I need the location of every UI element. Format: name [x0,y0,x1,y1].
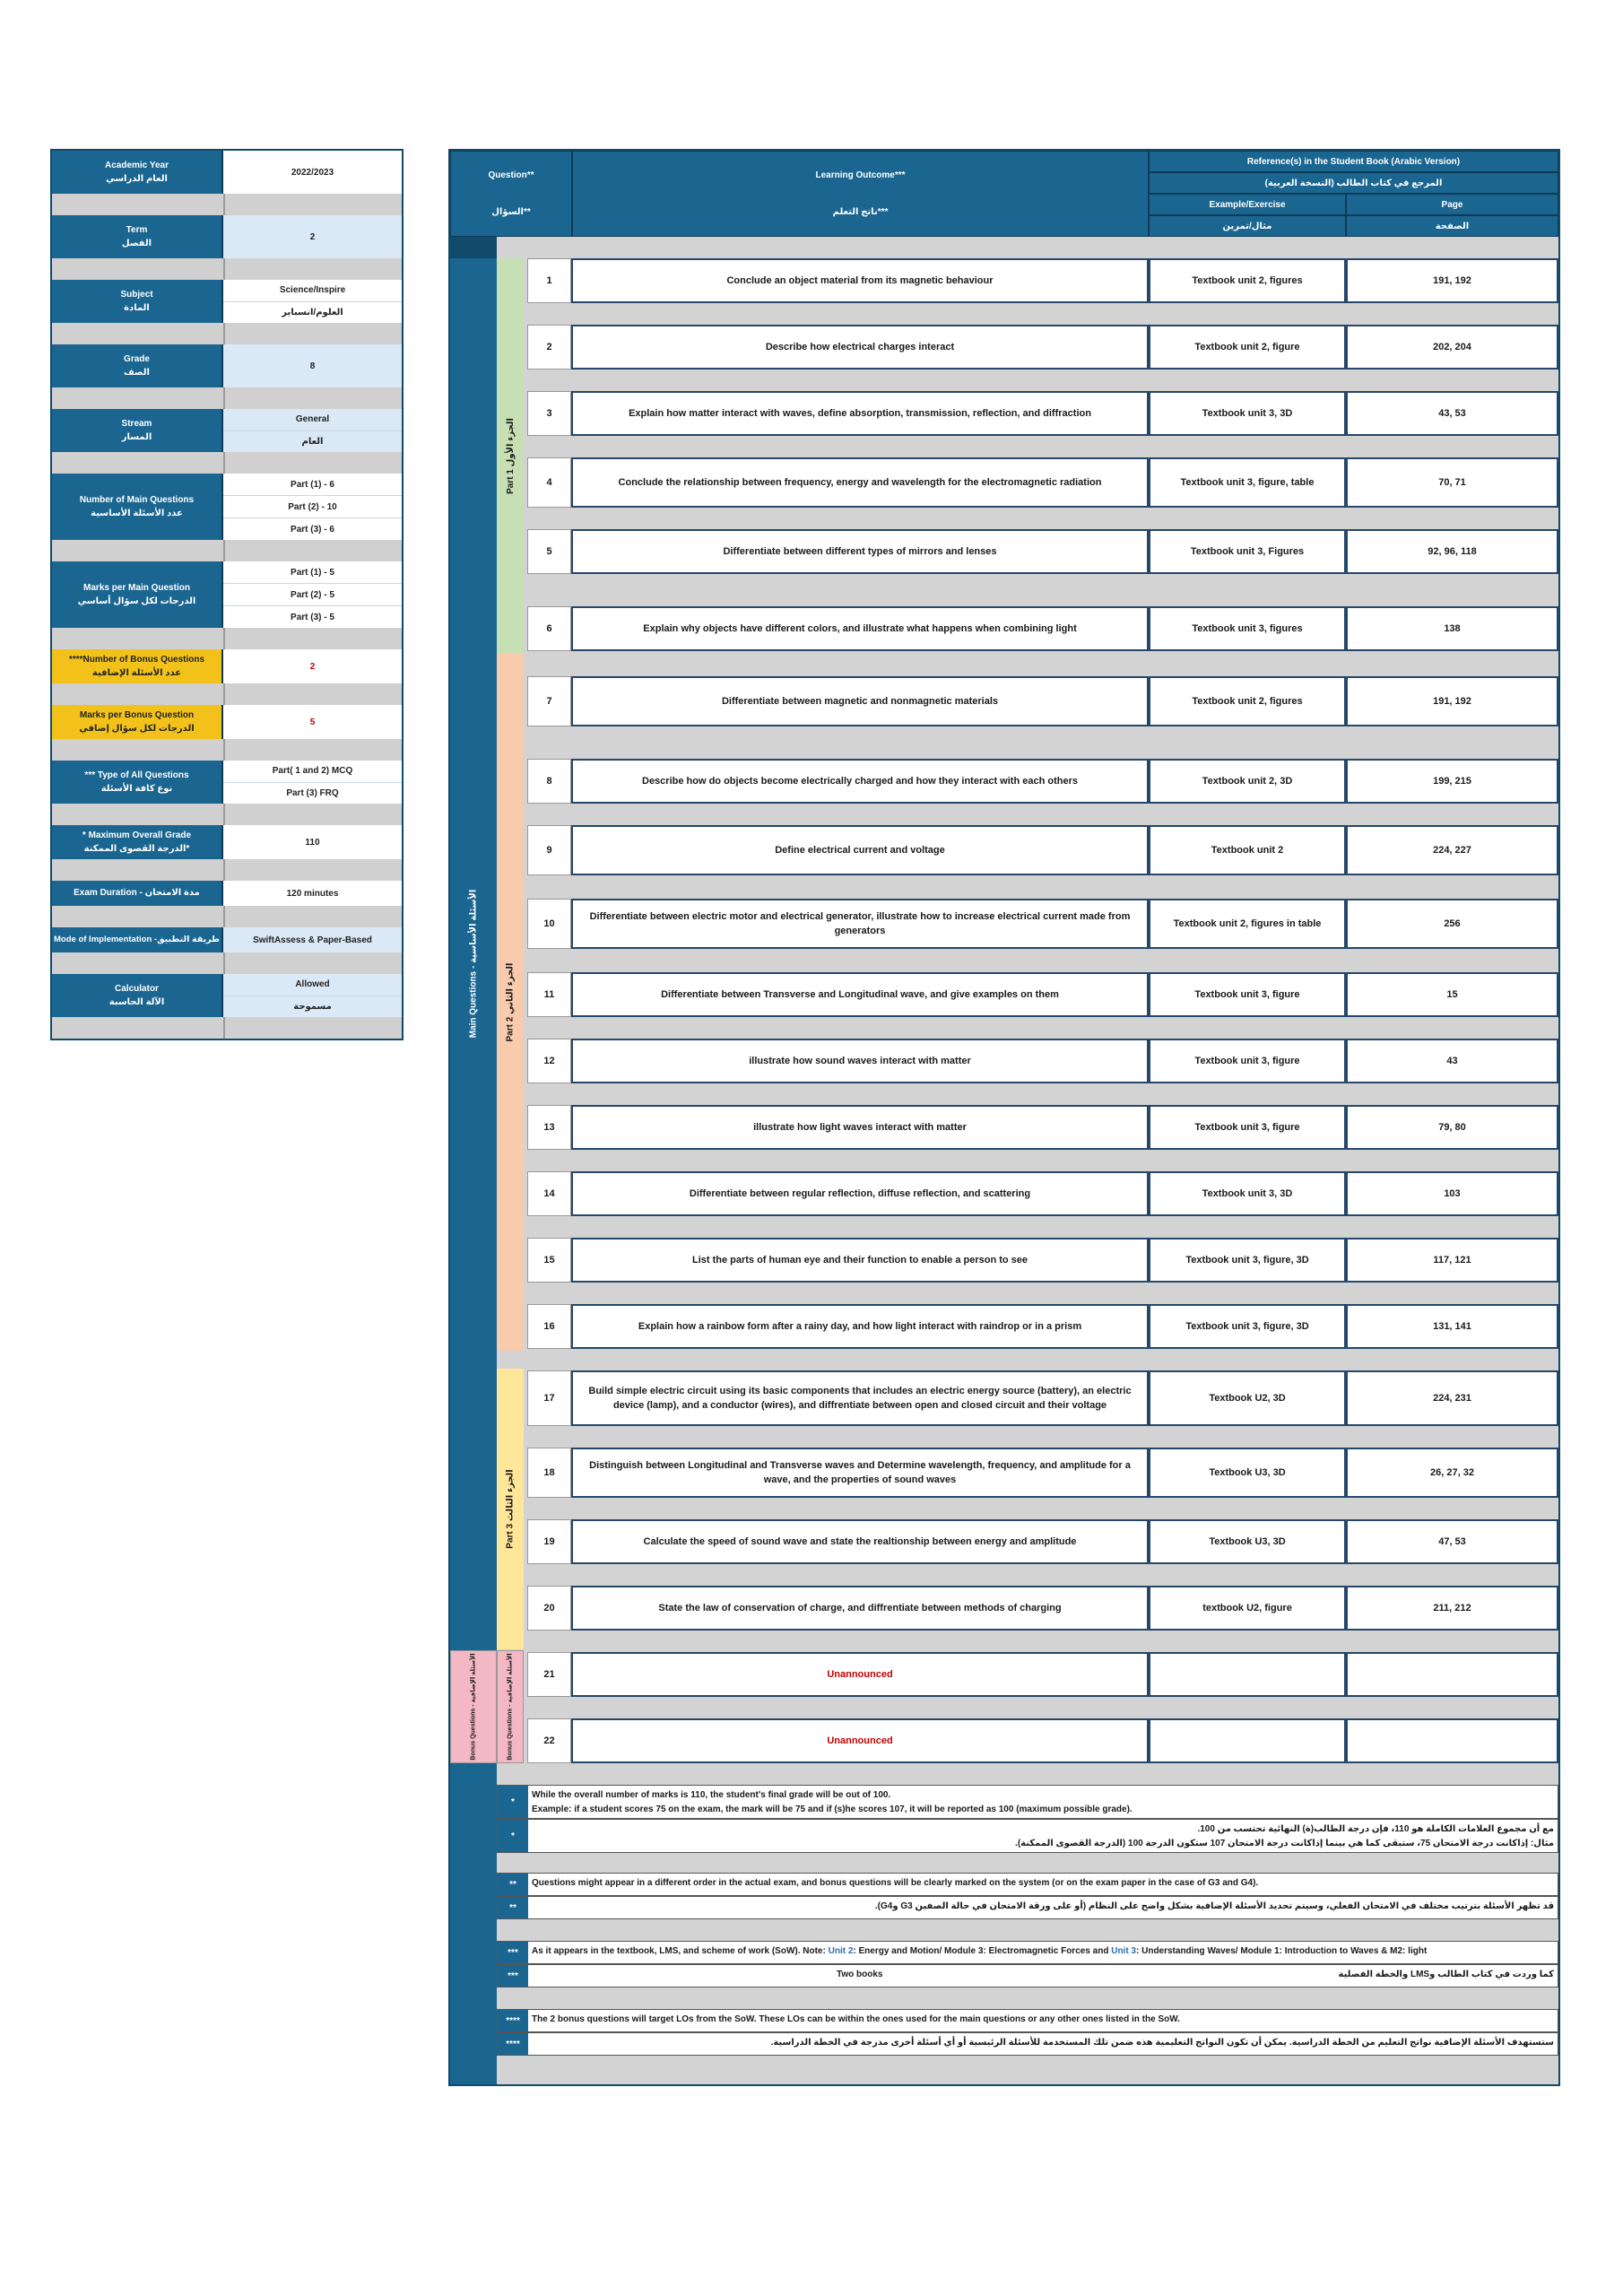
page-reference: 79, 80 [1346,1105,1558,1150]
marks-main-part2: Part (2) - 5 [223,584,402,606]
page-reference: 70, 71 [1346,457,1558,508]
note-marker: ** [498,1897,528,1918]
exam-info-table [50,149,404,1040]
spacer [52,1017,402,1039]
learning-outcome: Describe how electrical charges interact [571,325,1149,370]
header-corner [450,237,497,258]
max-grade-label-en: * Maximum Overall Grade [82,830,192,840]
grade-value: 8 [223,344,402,387]
question-row [527,1039,1558,1083]
term-label-ar: الفصل [121,239,152,248]
page-reference: 43 [1346,1039,1558,1083]
question-type-label-ar: نوع كافة الأسئلة [100,784,173,794]
mode-row [52,927,402,952]
note-row [497,2009,1558,2032]
question-type-label-en: *** Type of All Questions [84,770,189,780]
max-grade-label [52,825,223,859]
question-header-ar: السؤال** [491,207,531,217]
question-type-frq: Part (3) FRQ [223,783,402,804]
learning-outcome-header-en: Learning Outcome*** [815,170,906,180]
example-reference: Textbook unit 3, figures [1149,606,1346,651]
question-number: 1 [527,258,571,303]
bonus-questions-inner-label: Bonus Questions - الأسئلة الإضافية [508,1653,515,1761]
note-marker: * [498,1820,528,1852]
question-row [527,1105,1558,1150]
question-row [527,676,1558,726]
page-reference: 224, 231 [1346,1370,1558,1426]
page-reference: 131, 141 [1346,1304,1558,1349]
calculator-label-ar: الآلة الحاسبة [108,997,165,1007]
bonus-marks-value: 5 [223,705,402,739]
learning-outcome: Define electrical current and voltage [571,825,1149,875]
question-header [450,151,572,237]
question-row [527,529,1558,574]
note-unit2: Unit 2 [828,1946,854,1956]
question-number: 2 [527,325,571,370]
grade-row [52,344,402,387]
page-header: Page [1346,194,1558,215]
question-header-en: Question** [488,170,534,180]
term-value: 2 [223,215,402,258]
example-reference [1149,1652,1346,1697]
question-row [527,391,1558,436]
note-row [497,1941,1558,1964]
learning-outcome: Distinguish between Longitudinal and Transverse waves and Determine wavelength, frequency, and amplitude for a wave, and the properties of sound waves [571,1448,1149,1498]
learning-outcome: illustrate how light waves interact with matter [571,1105,1149,1150]
question-type-row [52,761,402,804]
spacer [52,739,402,761]
main-questions-label-ar: عدد الأسئلة الأساسية [91,509,183,518]
note-marker: ** [498,1874,528,1895]
term-label-en: Term [126,224,148,235]
part2-band [497,653,524,1351]
academic-year-label-en: Academic Year [105,160,169,170]
example-reference: Textbook unit 2, figure [1149,325,1346,370]
main-questions-label [52,474,223,540]
term-label [52,215,223,258]
learning-outcome: Explain how matter interact with waves, define absorption, transmission, reflection, and diffraction [571,391,1149,436]
mode-value: SwiftAssess & Paper-Based [223,927,402,952]
learning-outcome: Describe how do objects become electrically charged and how they interact with each others [571,759,1149,804]
question-number: 10 [527,899,571,949]
main-questions-row [52,474,402,540]
bonus-question-row [527,1718,1558,1763]
example-reference: Textbook unit 2, 3D [1149,759,1346,804]
note-text: Questions might appear in a different order in the actual exam, and bonus questions will be clearly marked on the system (or on the exam paper in the case of G3 and G4). [532,1878,1259,1888]
bonus-marks-label-en: Marks per Bonus Question [79,709,195,720]
page-reference: 117, 121 [1346,1238,1558,1283]
note-row [497,1964,1558,1987]
example-reference: Textbook unit 3, 3D [1149,391,1346,436]
learning-outcome: Calculate the speed of sound wave and state the realtionship between energy and amplitude [571,1519,1149,1564]
question-number: 13 [527,1105,571,1150]
page-reference: 202, 204 [1346,325,1558,370]
question-row [527,1448,1558,1498]
note-text [528,1942,1558,1963]
question-row [527,606,1558,651]
part3-band [497,1369,524,1649]
learning-outcome-header-ar: ناتج التعلم*** [832,207,889,217]
question-row [527,1519,1558,1564]
example-reference: Textbook U3, 3D [1149,1519,1346,1564]
bonus-questions-band [450,1650,497,1763]
bonus-marks-row [52,705,402,739]
duration-value: 120 minutes [223,881,402,906]
learning-outcome: Differentiate between Transverse and Longitudinal wave, and give examples on them [571,972,1149,1017]
learning-outcome: Unannounced [571,1718,1149,1763]
page-reference: 211, 212 [1346,1586,1558,1631]
question-number: 6 [527,606,571,651]
note-row [497,2032,1558,2056]
main-questions-label-en: Number of Main Questions [79,494,195,505]
note-text-ar [528,1820,1558,1852]
example-reference: Textbook unit 3, figure [1149,1105,1346,1150]
learning-outcome: List the parts of human eye and their function to enable a person to see [571,1238,1149,1283]
bonus-questions-label: Bonus Questions - الأسئلة الإضافية [471,1653,478,1761]
example-header-ar: مثال/تمرين [1149,215,1346,237]
grade-label-ar: الصف [124,368,150,378]
learning-outcome: Differentiate between magnetic and nonmagnetic materials [571,676,1149,726]
part1-band [497,258,524,653]
question-row [527,972,1558,1017]
example-reference: Textbook unit 2, figures [1149,258,1346,303]
note-segment: As it appears in the textbook, LMS, and scheme of work (SoW). Note: [532,1946,829,1956]
example-reference: Textbook unit 3, figure, 3D [1149,1238,1346,1283]
question-number: 15 [527,1238,571,1283]
note-line: While the overall number of marks is 110, the student's final grade will be out of 100. [532,1790,891,1800]
question-number: 9 [527,825,571,875]
learning-outcome: Differentiate between different types of mirrors and lenses [571,529,1149,574]
page-reference [1346,1718,1558,1763]
page-reference: 191, 192 [1346,258,1558,303]
spacer [52,628,402,649]
question-row [527,1238,1558,1283]
subject-label-en: Subject [120,289,153,300]
bonus-number-value: 2 [223,649,402,683]
note-text [528,1965,1558,1987]
academic-year-label [52,151,223,194]
subject-value-en: Science/Inspire [223,280,402,302]
question-type-mcq: Part( 1 and 2) MCQ [223,761,402,783]
stream-label-en: Stream [121,418,152,429]
question-number: 14 [527,1171,571,1216]
example-reference: Textbook U2, 3D [1149,1370,1346,1426]
academic-year-label-ar: العام الدراسي [106,174,168,184]
example-reference [1149,1718,1346,1763]
main-questions-label: Main Questions - الأسئلة الأساسية [468,889,479,1039]
note-row [497,1785,1558,1819]
page-reference: 138 [1346,606,1558,651]
calculator-label-en: Calculator [115,983,159,994]
subject-row [52,280,402,323]
note-row [497,1896,1558,1919]
academic-year-value: 2022/2023 [223,151,402,194]
learning-outcome: Conclude an object material from its magnetic behaviour [571,258,1149,303]
example-reference: Textbook unit 2, figures in table [1149,899,1346,949]
academic-year-row [52,151,402,194]
subject-value-ar: العلوم/انسباير [223,302,402,324]
learning-outcome: Differentiate between regular reflection, diffuse reflection, and scattering [571,1171,1149,1216]
question-row [527,1370,1558,1426]
grade-label-en: Grade [124,353,150,364]
calculator-value-en: Allowed [223,974,402,996]
term-row [52,215,402,258]
stream-row [52,409,402,452]
main-questions-part3: Part (3) - 6 [223,518,402,540]
max-grade-label-ar: الدرجة القصوى الممكنة* [83,844,190,854]
question-row [527,759,1558,804]
page-reference: 103 [1346,1171,1558,1216]
notes-band [450,1763,497,2084]
page-reference: 26, 27, 32 [1346,1448,1558,1498]
example-header: Example/Exercise [1149,194,1346,215]
page-reference: 15 [1346,972,1558,1017]
note-line: Example: if a student scores 75 on the exam, the mark will be 75 and if (s)he scores 107, it will be reported as 100 (maximum possible grade). [532,1804,1133,1814]
learning-outcome: Explain why objects have different colors, and illustrate what happens when combining light [571,606,1149,651]
question-row [527,1586,1558,1631]
reference-header: Reference(s) in the Student Book (Arabic Version) [1149,151,1558,172]
example-reference: Textbook unit 3, figure, 3D [1149,1304,1346,1349]
stream-label [52,409,223,452]
example-reference: Textbook unit 3, figure [1149,972,1346,1017]
duration-row [52,881,402,906]
spacer [52,540,402,561]
note-segment: : Energy and Motion/ Module 3: Electromagnetic Forces and [853,1946,1112,1956]
question-row [527,325,1558,370]
learning-outcome: Differentiate between electric motor and electrical generator, illustrate how to increase electrical current made from generators [571,899,1149,949]
spacer [52,452,402,474]
learning-outcome: illustrate how sound waves interact with matter [571,1039,1149,1083]
question-number: 8 [527,759,571,804]
example-reference: Textbook unit 3, figure [1149,1039,1346,1083]
max-grade-value: 110 [223,825,402,859]
spacer [52,194,402,215]
page-reference: 224, 227 [1346,825,1558,875]
bonus-number-label-en: ****Number of Bonus Questions [68,654,205,665]
question-number: 4 [527,457,571,508]
page-header-ar: الصفحة [1346,215,1558,237]
stream-value-en: General [223,409,402,431]
page-reference: 199, 215 [1346,759,1558,804]
calculator-row [52,974,402,1017]
question-row [527,825,1558,875]
part3-label: Part 3 الجزء الثالث [505,1469,516,1549]
question-type-label [52,761,223,804]
page-reference: 92, 96, 118 [1346,529,1558,574]
marks-main-part1: Part (1) - 5 [223,561,402,584]
note-marker: * [498,1786,528,1818]
max-grade-row [52,825,402,859]
bonus-number-row [52,649,402,683]
question-number: 16 [527,1304,571,1349]
note-row [497,1873,1558,1896]
learning-outcome-header [572,151,1149,237]
spacer [52,258,402,280]
spacer [52,906,402,927]
note-unit3: Unit 3 [1111,1946,1136,1956]
main-questions-part1: Part (1) - 6 [223,474,402,496]
bonus-question-row [527,1652,1558,1697]
example-reference: Textbook unit 2, figures [1149,676,1346,726]
note-line: مثال: إذاكانت درجة الامتحان 75، ستبقى كما هي بينما إذاكانت درجة الامتحان 107 ستكون الدرجة 100 (الدرجة القصوى الممكنة). [1015,1838,1554,1848]
example-reference: Textbook unit 3, Figures [1149,529,1346,574]
marks-main-label-ar: الدرجات لكل سؤال أساسي [77,596,196,606]
main-questions-band [450,258,497,1669]
note-text: The 2 bonus questions will target LOs from the SoW. These LOs can be within the ones used for the main questions or any other ones listed in the SoW. [532,2014,1180,2024]
note-marker: *** [498,1965,528,1987]
bonus-marks-label [52,705,223,739]
page-reference: 256 [1346,899,1558,949]
note-line: مع أن مجموع العلامات الكاملة هو 110، فإن درجة الطالب(ة) النهائية تحتسب من 100. [1197,1824,1554,1834]
example-reference: Textbook unit 2 [1149,825,1346,875]
grade-label [52,344,223,387]
part1-label: Part 1 الجزء الأول [505,417,516,494]
note-marker: **** [498,2010,528,2031]
calculator-label [52,974,223,1017]
spacer [52,683,402,705]
example-reference: textbook U2, figure [1149,1586,1346,1631]
part2-label: Part 2 الجزء الثاني [505,962,516,1041]
subject-label-ar: المادة [124,303,150,313]
spacer [52,952,402,974]
question-number: 7 [527,676,571,726]
marks-main-row [52,561,402,628]
example-reference: Textbook unit 3, figure, table [1149,457,1346,508]
spacer [52,387,402,409]
note-marker: *** [498,1942,528,1963]
learning-outcome: Conclude the relationship between frequency, energy and wavelength for the electromagnetic radiation [571,457,1149,508]
main-questions-part2: Part (2) - 10 [223,496,402,518]
learning-outcome: State the law of conservation of charge, and diffrentiate between methods of charging [571,1586,1149,1631]
duration-label: Exam Duration - مدة الامتحان [52,881,223,906]
learning-outcome: Build simple electric circuit using its basic components that includes an electric energy source (battery), an electric device (lamp), and a conductor (wires), and diffrentiate between open and closed circuit and their voltage [571,1370,1149,1426]
page-reference: 43, 53 [1346,391,1558,436]
question-number: 22 [527,1718,571,1763]
bonus-number-label-ar: عدد الأسئلة الإضافية [91,668,182,678]
question-number: 21 [527,1652,571,1697]
note-two-books: Two books [837,1970,883,1979]
question-number: 5 [527,529,571,574]
spacer [52,859,402,881]
question-number: 17 [527,1370,571,1426]
spacer [52,323,402,344]
question-row [527,899,1558,949]
question-number: 11 [527,972,571,1017]
bonus-marks-label-ar: الدرجات لكل سؤال إضافي [79,724,195,734]
exam-blueprint-table [448,149,1560,2086]
question-number: 3 [527,391,571,436]
question-row [527,457,1558,508]
question-row [527,1171,1558,1216]
subject-label [52,280,223,323]
calculator-value-ar: مسموحة [223,996,402,1018]
mode-label: Mode of Implementation -طريقة التطبيق [52,927,223,952]
spacer [52,804,402,825]
question-row [527,1304,1558,1349]
page-reference: 47, 53 [1346,1519,1558,1564]
marks-main-label-en: Marks per Main Question [83,582,190,593]
marks-main-part3: Part (3) - 5 [223,606,402,628]
note-text-ar: ستستهدف الأسئلة الإضافية نواتج التعليم من الخطة الدراسية. يمكن أن تكون النواتج التعليمية هذه ضمن تلك المستخدمة للأسئلة الرئيسية أو أي أسئلة أخرى مدرجة في الخطة الدراسية. [770,2038,1554,2048]
page-reference: 191, 192 [1346,676,1558,726]
stream-value-ar: العام [223,431,402,453]
note-segment: : Understanding Waves/ Module 1: Introduction to Waves & M2: light [1136,1946,1428,1956]
example-reference: Textbook unit 3, 3D [1149,1171,1346,1216]
question-number: 18 [527,1448,571,1498]
learning-outcome: Explain how a rainbow form after a rainy day, and how light interact with raindrop or in a prism [571,1304,1149,1349]
question-number: 19 [527,1519,571,1564]
learning-outcome: Unannounced [571,1652,1149,1697]
bonus-number-label [52,649,223,683]
stream-label-ar: المسار [121,432,152,442]
marks-main-label [52,561,223,628]
note-text [528,1786,1558,1818]
note-marker: **** [498,2033,528,2055]
question-number: 20 [527,1586,571,1631]
reference-header-ar: المرجع في كتاب الطالب (النسخة العربية) [1149,172,1558,194]
example-reference: Textbook U3, 3D [1149,1448,1346,1498]
note-text-ar: كما وردت في كتاب الطالب وLMS والخطة الفصلية [1338,1970,1554,1979]
page-reference [1346,1652,1558,1697]
note-text-ar: قد تظهر الأسئلة بترتيب مختلف في الامتحان الفعلي، وسيتم تحديد الأسئلة الإضافية بشكل واضح على النظام (أو على ورقة الامتحان في حالة الصفين G3 وG4). [874,1901,1554,1911]
note-row [497,1819,1558,1853]
question-row [527,258,1558,303]
question-number: 12 [527,1039,571,1083]
bonus-questions-inner-band [497,1650,524,1763]
